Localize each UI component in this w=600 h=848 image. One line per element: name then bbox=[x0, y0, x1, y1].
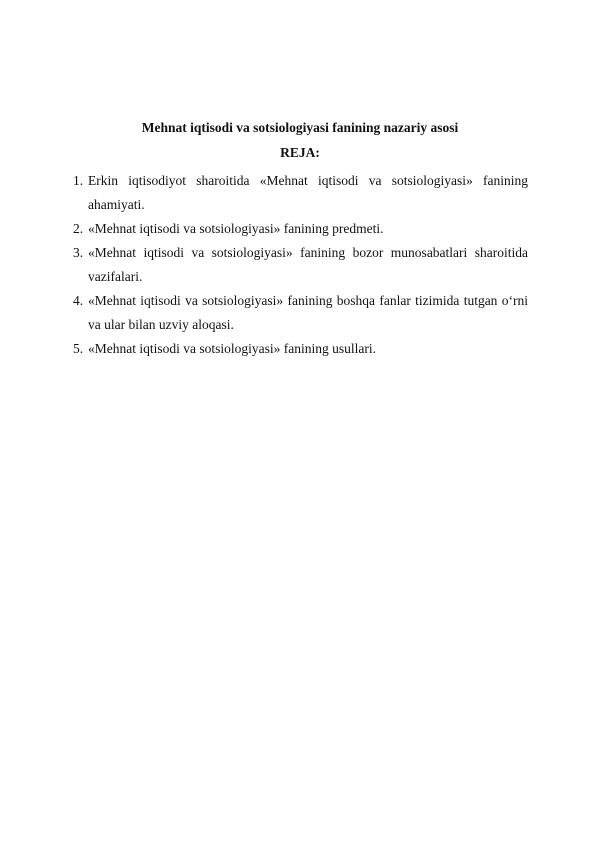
plan-item-text: «Mehnat iqtisodi va sotsiologiyasi» fanining bozor munosabatlari sharoitida vazifalari. bbox=[88, 245, 528, 284]
plan-item-text: Erkin iqtisodiyot sharoitida «Mehnat iqtisodi va sotsiologiyasi» fanining ahamiyati. bbox=[88, 173, 528, 212]
plan-item-4 bbox=[73, 289, 528, 337]
plan-list bbox=[73, 169, 528, 361]
plan-item-1 bbox=[73, 169, 528, 217]
plan-item-number: 1. bbox=[73, 173, 84, 188]
plan-heading: REJA: bbox=[280, 145, 320, 160]
document-title: Mehnat iqtisodi va sotsiologiyasi fanining nazariy asosi bbox=[141, 120, 459, 135]
plan-item-number: 4. bbox=[73, 293, 84, 308]
plan-item-number: 3. bbox=[73, 245, 84, 260]
plan-item-text: «Mehnat iqtisodi va sotsiologiyasi» fanining predmeti. bbox=[88, 221, 384, 236]
plan-item-text: «Mehnat iqtisodi va sotsiologiyasi» fanining usullari. bbox=[88, 341, 376, 356]
plan-item-2 bbox=[73, 217, 528, 241]
plan-item-number: 5. bbox=[73, 341, 84, 356]
plan-item-text: «Mehnat iqtisodi va sotsiologiyasi» fanining boshqa fanlar tizimida tutgan o‘rni va ular bilan uzviy aloqasi. bbox=[88, 293, 528, 332]
plan-item-3 bbox=[73, 241, 528, 289]
plan-item-number: 2. bbox=[73, 221, 84, 236]
plan-item-5 bbox=[73, 337, 528, 361]
